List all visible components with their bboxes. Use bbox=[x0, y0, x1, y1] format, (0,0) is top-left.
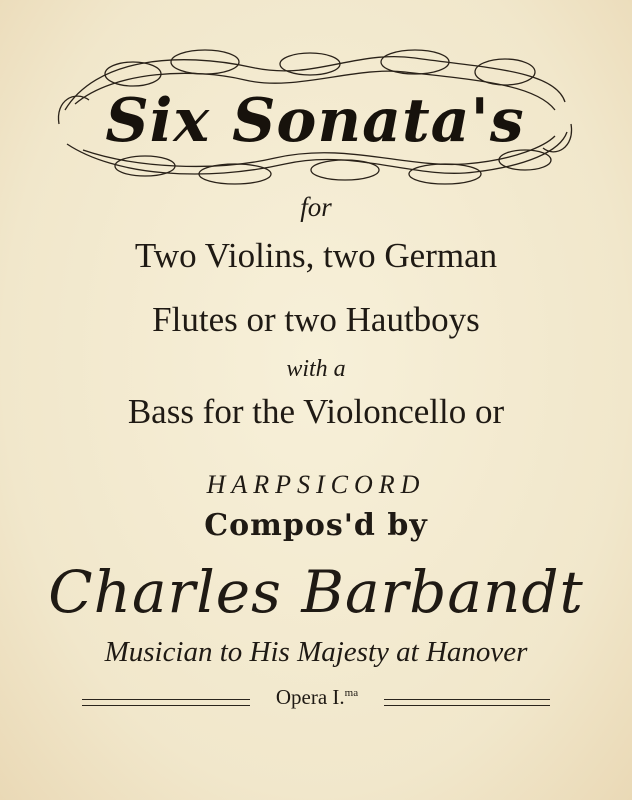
page-title: Six Sonata's bbox=[105, 86, 525, 156]
composed-by-text: Compos'd by bbox=[204, 508, 428, 543]
instruments-line-1: Two Violins, two German bbox=[134, 236, 498, 275]
opera-label: Opera I. bbox=[275, 685, 345, 709]
opera-number bbox=[252, 685, 382, 710]
opera-row bbox=[0, 685, 632, 715]
harpsicord-text: HARPSICORD bbox=[206, 470, 426, 499]
for-text: for bbox=[300, 192, 332, 222]
opera-suffix: ma bbox=[344, 687, 359, 699]
right-rule bbox=[384, 699, 550, 706]
instruments-line-3: Bass for the Violoncello or bbox=[127, 392, 505, 431]
left-rule bbox=[82, 699, 250, 706]
composer-name: Charles Barbandt bbox=[48, 558, 584, 626]
with-text: with a bbox=[286, 356, 346, 382]
title-cartouche bbox=[55, 40, 575, 190]
composer-position: Musician to His Majesty at Hanover bbox=[104, 636, 528, 668]
instruments-line-2: Flutes or two Hautboys bbox=[152, 300, 480, 339]
